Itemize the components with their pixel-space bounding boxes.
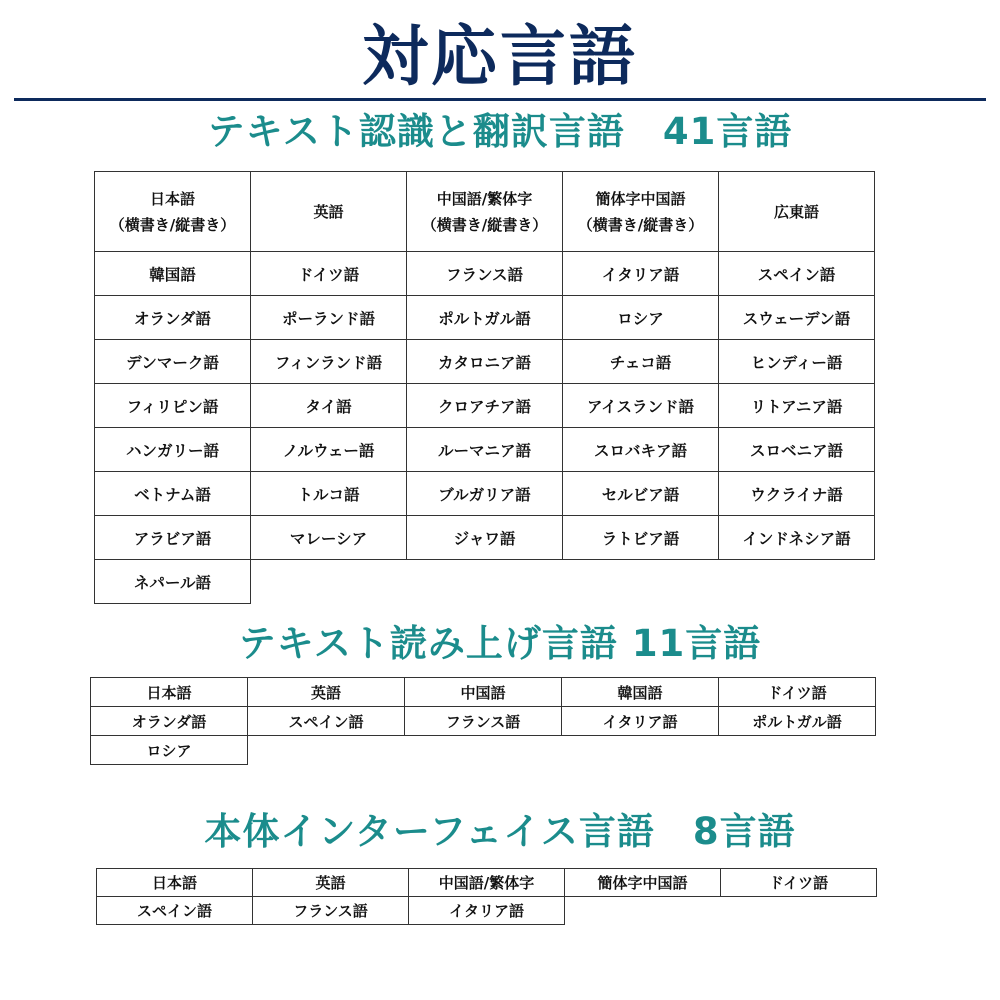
language-cell: 日本語 bbox=[97, 869, 253, 897]
empty-cell bbox=[405, 736, 562, 765]
language-name: 英語 bbox=[313, 202, 344, 221]
table-row bbox=[95, 516, 875, 560]
language-cell: リトアニア語 bbox=[719, 384, 875, 428]
table-row bbox=[95, 560, 875, 604]
empty-cell bbox=[563, 560, 719, 604]
language-cell: スペイン語 bbox=[248, 707, 405, 736]
language-cell: カタロニア語 bbox=[407, 340, 563, 384]
language-cell: ルーマニア語 bbox=[407, 428, 563, 472]
language-cell: チェコ語 bbox=[563, 340, 719, 384]
language-cell: 簡体字中国語 bbox=[565, 869, 721, 897]
language-cell: ポーランド語 bbox=[251, 296, 407, 340]
table-row bbox=[95, 252, 875, 296]
language-cell: フィンランド語 bbox=[251, 340, 407, 384]
table-header-row bbox=[95, 172, 875, 252]
language-cell: オランダ語 bbox=[95, 296, 251, 340]
language-cell: フィリピン語 bbox=[95, 384, 251, 428]
language-cell: アラビア語 bbox=[95, 516, 251, 560]
language-cell: 韓国語 bbox=[95, 252, 251, 296]
language-cell: アイスランド語 bbox=[563, 384, 719, 428]
language-cell: 日本語 bbox=[91, 678, 248, 707]
language-cell: クロアチア語 bbox=[407, 384, 563, 428]
language-cell: スウェーデン語 bbox=[719, 296, 875, 340]
language-cell: イタリア語 bbox=[563, 252, 719, 296]
language-cell: イタリア語 bbox=[562, 707, 719, 736]
language-cell: 韓国語 bbox=[562, 678, 719, 707]
language-cell: ブルガリア語 bbox=[407, 472, 563, 516]
language-cell: 英語 bbox=[248, 678, 405, 707]
writing-direction-note: （横書き/縦書き） bbox=[421, 215, 548, 234]
language-cell: ウクライナ語 bbox=[719, 472, 875, 516]
language-name: 簡体字中国語 bbox=[595, 189, 686, 208]
interface-language-table bbox=[96, 868, 877, 925]
language-cell: タイ語 bbox=[251, 384, 407, 428]
language-cell: セルビア語 bbox=[563, 472, 719, 516]
language-cell bbox=[407, 172, 563, 252]
language-cell: スロバキア語 bbox=[563, 428, 719, 472]
empty-cell bbox=[407, 560, 563, 604]
language-cell: ドイツ語 bbox=[251, 252, 407, 296]
table-row bbox=[91, 678, 876, 707]
page-title: 対応言語 bbox=[362, 18, 638, 95]
writing-direction-note: （横書き/縦書き） bbox=[577, 215, 704, 234]
language-cell: ポルトガル語 bbox=[719, 707, 876, 736]
recognition-language-table bbox=[94, 171, 875, 604]
empty-cell bbox=[251, 560, 407, 604]
language-cell bbox=[719, 172, 875, 252]
language-cell bbox=[563, 172, 719, 252]
language-cell: インドネシア語 bbox=[719, 516, 875, 560]
language-cell: ヒンディー語 bbox=[719, 340, 875, 384]
writing-direction-note: （横書き/縦書き） bbox=[109, 215, 236, 234]
empty-cell bbox=[719, 560, 875, 604]
language-cell: スペイン語 bbox=[719, 252, 875, 296]
language-cell: ドイツ語 bbox=[721, 869, 877, 897]
language-cell: トルコ語 bbox=[251, 472, 407, 516]
language-cell: ジャワ語 bbox=[407, 516, 563, 560]
empty-cell bbox=[719, 736, 876, 765]
language-cell: 英語 bbox=[253, 869, 409, 897]
section-heading-text-to-speech: テキスト読み上げ言語 11言語 bbox=[238, 622, 762, 665]
language-cell bbox=[95, 172, 251, 252]
language-cell: ポルトガル語 bbox=[407, 296, 563, 340]
table-row bbox=[95, 428, 875, 472]
empty-cell bbox=[248, 736, 405, 765]
language-cell: ラトビア語 bbox=[563, 516, 719, 560]
language-cell bbox=[251, 172, 407, 252]
language-cell: ベトナム語 bbox=[95, 472, 251, 516]
language-cell: フランス語 bbox=[405, 707, 562, 736]
table-row bbox=[95, 296, 875, 340]
table-row bbox=[95, 384, 875, 428]
language-cell: フランス語 bbox=[407, 252, 563, 296]
language-cell: マレーシア bbox=[251, 516, 407, 560]
table-row bbox=[95, 340, 875, 384]
table-row bbox=[91, 736, 876, 765]
table-row bbox=[97, 897, 877, 925]
language-cell: ロシア bbox=[563, 296, 719, 340]
language-cell: スロベニア語 bbox=[719, 428, 875, 472]
section-heading-interface: 本体インターフェイス言語 8言語 bbox=[204, 810, 796, 853]
language-cell: スペイン語 bbox=[97, 897, 253, 925]
section-heading-recognition: テキスト認識と翻訳言語 41言語 bbox=[207, 110, 793, 153]
language-cell: ノルウェー語 bbox=[251, 428, 407, 472]
language-cell: ロシア bbox=[91, 736, 248, 765]
language-cell: ドイツ語 bbox=[719, 678, 876, 707]
language-cell: オランダ語 bbox=[91, 707, 248, 736]
empty-cell bbox=[562, 736, 719, 765]
language-cell: 中国語/繁体字 bbox=[409, 869, 565, 897]
title-divider bbox=[14, 98, 986, 101]
language-name: 日本語 bbox=[149, 189, 195, 208]
language-cell: ハンガリー語 bbox=[95, 428, 251, 472]
language-name: 広東語 bbox=[773, 202, 819, 221]
language-name: 中国語/繁体字 bbox=[436, 189, 533, 208]
empty-cell bbox=[721, 897, 877, 925]
language-cell: 中国語 bbox=[405, 678, 562, 707]
language-cell: デンマーク語 bbox=[95, 340, 251, 384]
text-to-speech-language-table bbox=[90, 677, 876, 765]
language-cell: イタリア語 bbox=[409, 897, 565, 925]
language-cell: フランス語 bbox=[253, 897, 409, 925]
empty-cell bbox=[565, 897, 721, 925]
language-cell: ネパール語 bbox=[95, 560, 251, 604]
table-row bbox=[91, 707, 876, 736]
table-row bbox=[97, 869, 877, 897]
table-row bbox=[95, 472, 875, 516]
